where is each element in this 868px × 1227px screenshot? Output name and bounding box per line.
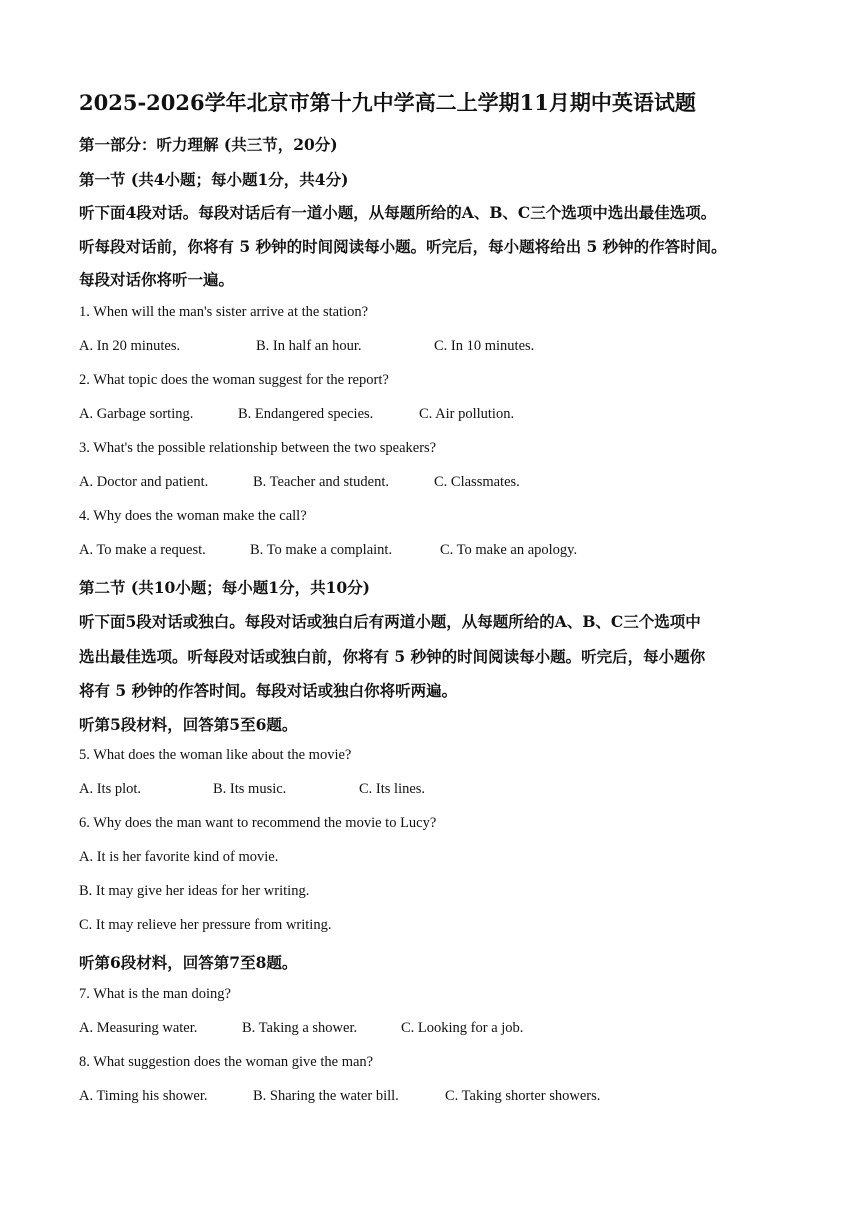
option-a: A. Measuring water. (79, 1020, 198, 1036)
page-title: 2025-2026学年北京市第十九中学高二上学期11月期中英语试题 (79, 90, 696, 115)
question-stem: 7. What is the man doing? (79, 986, 231, 1002)
option-a: A. To make a request. (79, 542, 206, 558)
option-c: C. In 10 minutes. (434, 338, 535, 354)
question-stem: 4. Why does the woman make the call? (79, 508, 307, 524)
option-c: C. Air pollution. (419, 406, 515, 422)
option-c: C. To make an apology. (440, 542, 578, 558)
option-b: B. It may give her ideas for her writing. (79, 883, 310, 899)
material-5-heading: 听第5段材料，回答第5至6题。 (79, 715, 298, 734)
question-stem: 3. What's the possible relationship between the two speakers? (79, 440, 437, 456)
section1-instruction-line: 每段对话你将听一遍。 (79, 270, 235, 289)
option-c: C. Classmates. (434, 474, 520, 490)
option-b: B. Teacher and student. (253, 474, 390, 490)
option-a: A. Doctor and patient. (79, 474, 209, 490)
section2-instruction-line: 将有 5 秒钟的作答时间。每段对话或独白你将听两遍。 (79, 681, 458, 700)
section1-instruction-line: 听下面4段对话。每段对话后有一道小题，从每题所给的A、B、C三个选项中选出最佳选项。 (79, 203, 717, 222)
option-c: C. Its lines. (359, 781, 426, 797)
section1-heading: 第一节 (共4小题；每小题1分，共4分) (79, 170, 349, 189)
section2-instruction-line: 选出最佳选项。听每段对话或独白前，你将有 5 秒钟的时间阅读每小题。听完后，每小题你 (79, 647, 706, 666)
question-stem: 2. What topic does the woman suggest for the report? (79, 372, 389, 388)
option-a: A. Timing his shower. (79, 1088, 208, 1104)
option-c: C. It may relieve her pressure from writing. (79, 917, 332, 933)
option-a: A. Garbage sorting. (79, 406, 194, 422)
question-stem: 5. What does the woman like about the movie? (79, 747, 352, 763)
question-stem: 8. What suggestion does the woman give the man? (79, 1054, 374, 1070)
section1-instruction-line: 听每段对话前，你将有 5 秒钟的时间阅读每小题。听完后，每小题将给出 5 秒钟的作答时间。 (79, 237, 727, 256)
option-c: C. Looking for a job. (401, 1020, 524, 1036)
option-a: A. Its plot. (79, 781, 142, 797)
option-b: B. In half an hour. (256, 338, 362, 354)
material-6-heading: 听第6段材料，回答第7至8题。 (79, 953, 298, 972)
option-c: C. Taking shorter showers. (445, 1088, 601, 1104)
option-a: A. It is her favorite kind of movie. (79, 849, 279, 865)
option-b: B. Its music. (213, 781, 287, 797)
option-b: B. Sharing the water bill. (253, 1088, 399, 1104)
part1-heading: 第一部分：听力理解 (共三节，20分) (79, 135, 338, 154)
option-a: A. In 20 minutes. (79, 338, 181, 354)
option-b: B. Taking a shower. (242, 1020, 358, 1036)
section2-heading: 第二节 (共10小题；每小题1分，共10分) (79, 578, 370, 597)
question-stem: 1. When will the man's sister arrive at the station? (79, 304, 369, 320)
section2-instruction-line: 听下面5段对话或独白。每段对话或独白后有两道小题，从每题所给的A、B、C三个选项中 (79, 612, 701, 631)
question-stem: 6. Why does the man want to recommend the movie to Lucy? (79, 815, 437, 831)
option-b: B. Endangered species. (238, 406, 374, 422)
option-b: B. To make a complaint. (250, 542, 393, 558)
